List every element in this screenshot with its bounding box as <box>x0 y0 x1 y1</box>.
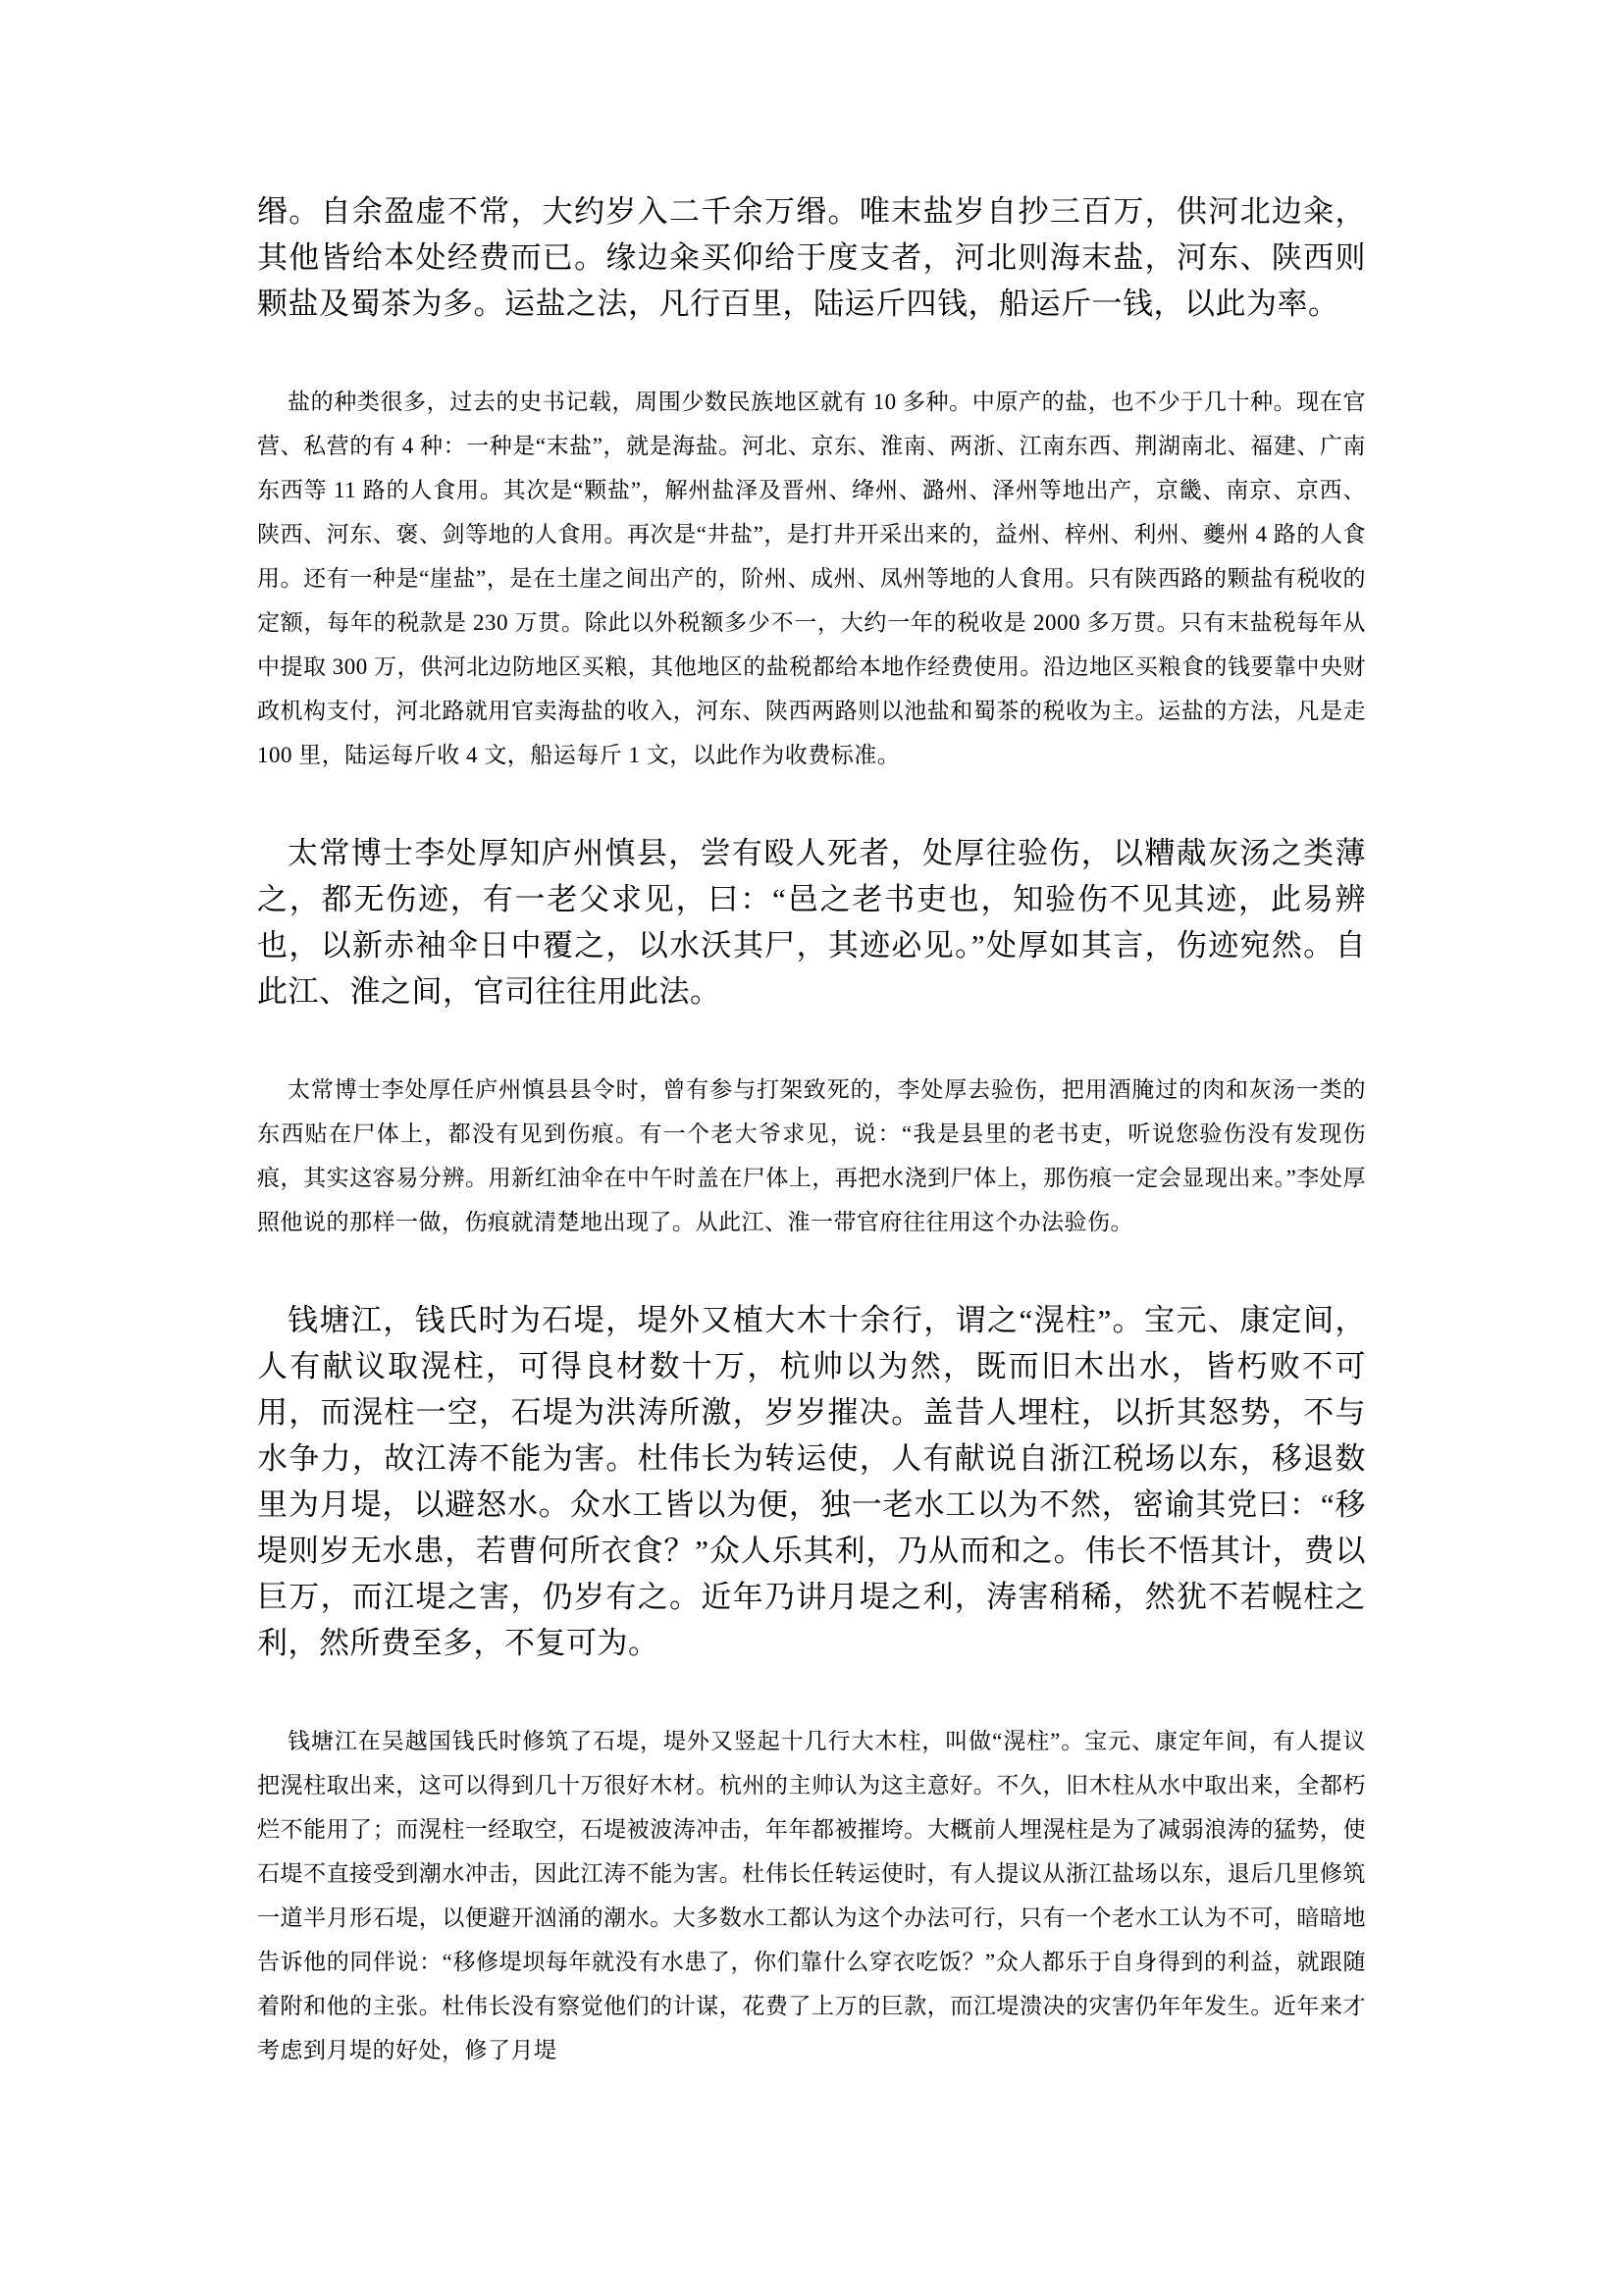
translation-paragraph-qiantang-river: 钱塘江在吴越国钱氏时修筑了石堤，堤外又竖起十几行大木柱，叫做“滉柱”。宝元、康定年间，有人提议把滉柱取出来，这可以得到几十万很好木材。杭州的主帅认为这主意好。不久，旧木柱从水中取出来，全都朽烂不能用了；而滉柱一经取空，石堤被波涛冲击，年年都被摧垮。大概前人埋滉柱是为了减弱浪涛的猛势，使石堤不直接受到潮水冲击，因此江涛不能为害。杜伟长任转运使时，有人提议从浙江盐场以东，退后几里修筑一道半月形石堤，以便避开汹涌的潮水。大多数水工都认为这个办法可行，只有一个老水工认为不可，暗暗地告诉他的同伴说：“移修堤坝每年就没有水患了，你们靠什么穿衣吃饭？”众人都乐于自身得到的利益，就跟随着附和他的主张。杜伟长没有察觉他们的计谋，花费了上万的巨款，而江堤溃决的灾害仍年年发生。近年来才考虑到月堤的好处，修了月堤 <box>257 1729 1366 2062</box>
classical-paragraph-qiantang-river: 钱塘江，钱氏时为石堤，堤外又植大木十余行，谓之“滉柱”。宝元、康定间，人有献议取滉柱，可得良材数十万，杭帅以为然，既而旧木出水，皆朽败不可用，而滉柱一空，石堤为洪涛所激，岁岁摧决。盖昔人埋柱，以折其怒势，不与水争力，故江涛不能为害。杜伟长为转运使，人有献说自浙江税场以东，移退数里为月堤，以避怒水。众水工皆以为便，独一老水工以为不然，密谕其党曰：“移堤则岁无水患，若曹何所衣食？”众人乐其利，乃从而和之。伟长不悟其计，费以巨万，而江堤之害，仍岁有之。近年乃讲月堤之利，涛害稍稀，然犹不若幌柱之利，然所费至多，不复可为。 <box>257 1303 1366 1660</box>
text-content <box>257 188 1366 2125</box>
translation-paragraph-salt: 盐的种类很多，过去的史书记载，周围少数民族地区就有 10 多种。中原产的盐，也不少于几十种。现在官营、私营的有 4 种：一种是“末盐”，就是海盐。河北、京东、淮南、两浙、江南东西、荆湖南北、福建、广南东西等 11 路的人食用。其次是“颗盐”，解州盐泽及晋州、绛州、潞州、泽州等地出产，京畿、南京、京西、陕西、河东、褒、剑等地的人食用。再次是“井盐”，是打井开采出来的，益州、梓州、利州、夔州 4 路的人食用。还有一种是“崖盐”，是在土崖之间出产的，阶州、成州、凤州等地的人食用。只有陕西路的颗盐有税收的定额，每年的税款是 230 万贯。除此以外税额多少不一，大约一年的税收是 2000 多万贯。只有末盐税每年从中提取 300 万，供河北边防地区买粮，其他地区的盐税都给本地作经费使用。沿边地区买粮食的钱要靠中央财政机构支付，河北路就用官卖海盐的收入，河东、陕西两路则以池盐和蜀茶的税收为主。运盐的方法，凡是走 100 里，陆运每斤收 4 文，船运每斤 1 文，以此作为收费标准。 <box>257 390 1366 767</box>
classical-paragraph-salt: 缗。自余盈虚不常，大约岁入二千余万缗。唯末盐岁自抄三百万，供河北边籴，其他皆给本处经费而已。缘边籴买仰给于度支者，河北则海末盐，河东、陕西则颗盐及蜀茶为多。运盐之法，凡行百里，陆运斤四钱，船运斤一钱，以此为率。 <box>257 194 1366 321</box>
classical-paragraph-li-chuhou: 太常博士李处厚知庐州慎县，尝有殴人死者，处厚往验伤，以糟胾灰汤之类薄之，都无伤迹，有一老父求见，曰：“邑之老书吏也，知验伤不见其迹，此易辨也，以新赤袖伞日中覆之，以水沃其尸，其迹必见。”处厚如其言，伤迹宛然。自此江、淮之间，官司往往用此法。 <box>257 836 1366 1009</box>
translation-paragraph-li-chuhou: 太常博士李处厚任庐州慎县县令时，曾有参与打架致死的，李处厚去验伤，把用酒腌过的肉和灰汤一类的东西贴在尸体上，都没有见到伤痕。有一个老大爷求见，说：“我是县里的老书吏，听说您验伤没有发现伤痕，其实这容易分辨。用新红油伞在中午时盖在尸体上，再把水浇到尸体上，那伤痕一定会显现出来。”李处厚照他说的那样一做，伤痕就清楚地出现了。从此江、淮一带官府往往用这个办法验伤。 <box>257 1077 1366 1234</box>
